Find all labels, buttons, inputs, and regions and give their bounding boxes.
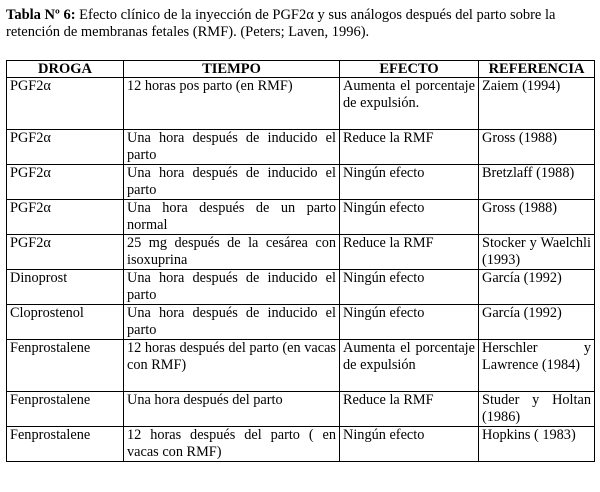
cell-efecto: Reduce la RMF <box>340 235 479 270</box>
table-caption <box>6 7 592 41</box>
table-row <box>7 130 595 165</box>
table-row <box>7 78 595 130</box>
cell-efecto: Aumenta el porcentaje de expulsión. <box>340 78 479 130</box>
header-referencia: REFERENCIA <box>479 61 595 78</box>
cell-droga: Fenprostalene <box>7 427 124 462</box>
cell-droga: PGF2α <box>7 235 124 270</box>
cell-tiempo: Una hora después de inducido el parto <box>124 270 340 305</box>
caption-text: Efecto clínico de la inyección de PGF2α y sus análogos después del parto sobre la retención de membranas fetales (RMF). (Peters; Laven, 1996). <box>6 7 556 40</box>
cell-droga: PGF2α <box>7 130 124 165</box>
caption-label: Tabla Nº 6: <box>6 7 76 23</box>
cell-tiempo: 12 horas pos parto (en RMF) <box>124 78 340 130</box>
table-row <box>7 200 595 235</box>
cell-droga: PGF2α <box>7 165 124 200</box>
cell-tiempo: Una hora después de inducido el parto <box>124 165 340 200</box>
cell-tiempo: Una hora después de un parto normal <box>124 200 340 235</box>
header-droga: DROGA <box>7 61 124 78</box>
cell-tiempo: Una hora después del parto <box>124 392 340 427</box>
cell-tiempo: Una hora después de inducido el parto <box>124 130 340 165</box>
table-row <box>7 305 595 340</box>
table-row <box>7 235 595 270</box>
cell-tiempo: 12 horas después del parto ( en vacas con RMF) <box>124 427 340 462</box>
cell-droga: PGF2α <box>7 78 124 130</box>
cell-droga: PGF2α <box>7 200 124 235</box>
cell-efecto: Ningún efecto <box>340 165 479 200</box>
cell-efecto: Reduce la RMF <box>340 130 479 165</box>
cell-referencia: Bretzlaff (1988) <box>479 165 595 200</box>
cell-referencia: Stocker y Waelchli (1993) <box>479 235 595 270</box>
table-row <box>7 427 595 462</box>
cell-efecto: Aumenta el porcentaje de expulsión <box>340 340 479 392</box>
cell-referencia: Gross (1988) <box>479 200 595 235</box>
cell-referencia: Zaiem (1994) <box>479 78 595 130</box>
data-table <box>6 60 595 462</box>
header-tiempo: TIEMPO <box>124 61 340 78</box>
table-row <box>7 340 595 392</box>
cell-tiempo: Una hora después de inducido el parto <box>124 305 340 340</box>
cell-referencia: Hopkins ( 1983) <box>479 427 595 462</box>
table-row <box>7 165 595 200</box>
cell-efecto: Ningún efecto <box>340 305 479 340</box>
cell-referencia: Studer y Holtan (1986) <box>479 392 595 427</box>
cell-tiempo: 25 mg después de la cesárea con isoxuprina <box>124 235 340 270</box>
cell-tiempo: 12 horas después del parto (en vacas con RMF) <box>124 340 340 392</box>
header-row <box>7 61 595 78</box>
cell-droga: Fenprostalene <box>7 340 124 392</box>
cell-efecto: Ningún efecto <box>340 200 479 235</box>
header-efecto: EFECTO <box>340 61 479 78</box>
cell-referencia: García (1992) <box>479 305 595 340</box>
cell-efecto: Reduce la RMF <box>340 392 479 427</box>
cell-efecto: Ningún efecto <box>340 427 479 462</box>
cell-droga: Dinoprost <box>7 270 124 305</box>
cell-referencia: Herschler y Lawrence (1984) <box>479 340 595 392</box>
cell-droga: Fenprostalene <box>7 392 124 427</box>
cell-referencia: García (1992) <box>479 270 595 305</box>
cell-droga: Cloprostenol <box>7 305 124 340</box>
cell-referencia: Gross (1988) <box>479 130 595 165</box>
table-row <box>7 270 595 305</box>
cell-efecto: Ningún efecto <box>340 270 479 305</box>
table-row <box>7 392 595 427</box>
